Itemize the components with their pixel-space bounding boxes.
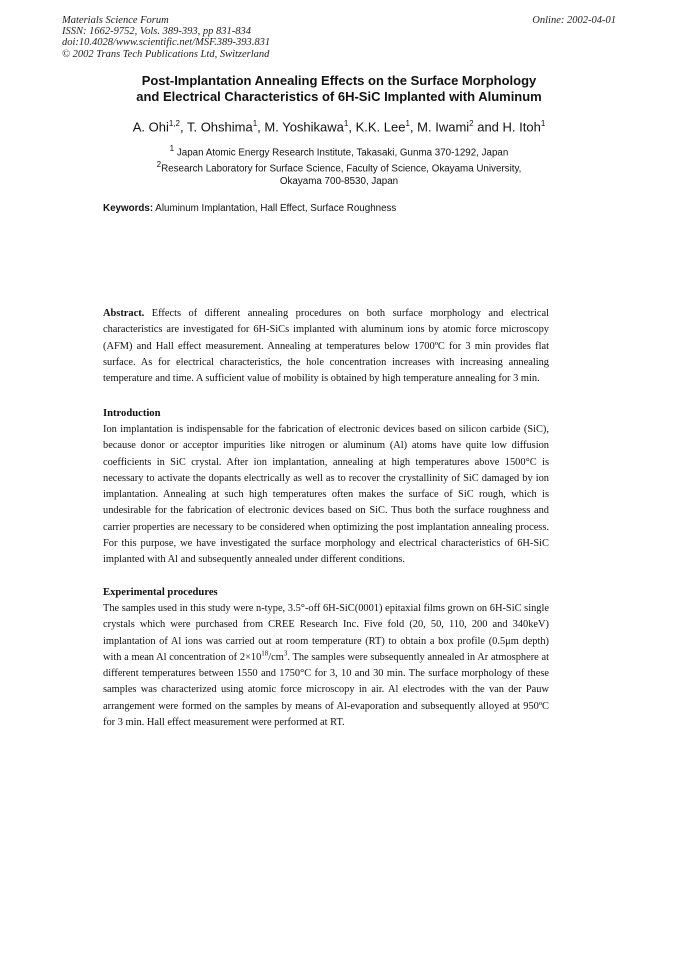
paper-title xyxy=(0,73,678,105)
author-list xyxy=(0,119,678,134)
experimental-body xyxy=(103,601,549,731)
introduction-text: Ion implantation is indispensable for the fabrication of electronic devices based on silicon carbide (SiC), because donor or acceptor impurities like nitrogen or aluminum (Al) atoms have quite low diffusion coefficients in SiC crystal. After ion implantation, annealing at high temperatures above 1500°C is necessary to activate the dopants electrically as well as to recover the crystallinity of SiC damaged by ion implantation. Annealing at such high temperatures often makes the surface of SiC rough, which is undesirable for the fabrication of electronic devices based on SiC. Thus both the surface roughness and carrier properties are necessary to be considered when optimizing the post implantation annealing process. For this purpose, we have investigated the surface morphology and electrical characteristics of 6H-SiC implanted with Al and subsequently annealed under different conditions. xyxy=(103,424,549,566)
affiliation-2-mark: 2 xyxy=(156,160,162,169)
author-separator: and xyxy=(473,119,503,135)
author-affiliation-mark: 1 xyxy=(540,119,546,128)
experimental-sup-a: 18 xyxy=(261,649,269,658)
keywords xyxy=(103,203,396,214)
issn-line: ISSN: 1662-9752, Vols. 389-393, pp 831-834 xyxy=(62,26,251,38)
affiliation-1-mark: 1 xyxy=(169,144,175,153)
affiliation-2 xyxy=(0,158,678,188)
experimental-text-b: /cm xyxy=(268,651,284,663)
author-separator: , xyxy=(348,119,356,135)
keywords-label: Keywords: xyxy=(103,203,154,214)
experimental-sup-b: 3 xyxy=(283,649,288,658)
affiliation-2-line-1: Research Laboratory for Surface Science, Faculty of Science, Okayama University, xyxy=(161,163,522,175)
abstract xyxy=(103,306,549,387)
author-separator: , xyxy=(257,119,265,135)
experimental-text-c: . The samples were subsequently annealed in Ar atmosphere at different temperatures between 1550 and 1750°C for 3, 10 and 30 min. The surface morphology of these samples was characterized using atomic force microscopy in air. Al electrodes with the van der Pauw arrangement were formed on the samples by means of Al-evaporation and subsequently alloyed at 950ºC for 3 min. Hall effect measurement were performed at RT. xyxy=(103,651,549,729)
author-name: H. Itoh xyxy=(502,119,541,135)
journal-header xyxy=(62,15,270,60)
affiliation-1-text: Japan Atomic Energy Research Institute, Takasaki, Gunma 370-1292, Japan xyxy=(176,147,509,159)
abstract-label: Abstract. xyxy=(103,308,145,319)
introduction-heading: Introduction xyxy=(103,408,161,419)
doi-line[interactable]: doi:10.4028/www.scientific.net/MSF.389-393.831 xyxy=(62,37,271,49)
journal-name: Materials Science Forum xyxy=(62,15,169,26)
author-name: K.K. Lee xyxy=(355,119,406,135)
copyright-line: © 2002 Trans Tech Publications Ltd, Switzerland xyxy=(62,48,270,60)
experimental-text-a: The samples used in this study were n-type, 3.5°-off 6H-SiC(0001) epitaxial films grown on 6H-SiC single crystals which were purchased from CREE Research Inc. Five fold (20, 50, 110, 200 and 340keV) implantation of Al ions was carried out at room temperature (RT) to obtain a box profile (0.5μm depth) with a mean Al concentration of 2×10 xyxy=(103,603,549,663)
author-separator: , xyxy=(179,119,187,135)
online-date: Online: 2002-04-01 xyxy=(532,15,616,26)
author-name: T. Ohshima xyxy=(186,119,253,135)
author-affiliation-mark: 1 xyxy=(343,119,349,128)
author-affiliation-mark: 1,2 xyxy=(168,119,180,128)
title-line-1: Post-Implantation Annealing Effects on the Surface Morphology xyxy=(141,73,537,88)
author-name: M. Iwami xyxy=(417,119,470,135)
abstract-text: Effects of different annealing procedures on both surface morphology and electrical characteristics are investigated for 6H-SiCs implanted with aluminum ions by atomic force microscopy (AFM) and Hall effect measurement. Annealing at temperatures below 1700ºC for 3 min provides flat surface. As for electrical characteristics, the hole concentration increases with increasing annealing temperature and time. A sufficient value of mobility is obtained by high temperature annealing for 3 min. xyxy=(103,308,549,385)
introduction-body xyxy=(103,422,549,569)
author-affiliation-mark: 1 xyxy=(252,119,258,128)
author-affiliation-mark: 1 xyxy=(405,119,410,128)
author-name: M. Yoshikawa xyxy=(264,119,344,135)
title-line-2: and Electrical Characteristics of 6H-SiC Implanted with Aluminum xyxy=(136,89,542,104)
author-affiliation-mark: 2 xyxy=(469,119,474,128)
affiliation-1 xyxy=(0,142,678,159)
author-separator: , xyxy=(409,119,418,135)
keywords-text: Aluminum Implantation, Hall Effect, Surface Roughness xyxy=(155,203,397,214)
experimental-heading: Experimental procedures xyxy=(103,587,218,598)
author-name: A. Ohi xyxy=(132,119,169,135)
affiliation-2-line-2: Okayama 700-8530, Japan xyxy=(279,176,399,188)
